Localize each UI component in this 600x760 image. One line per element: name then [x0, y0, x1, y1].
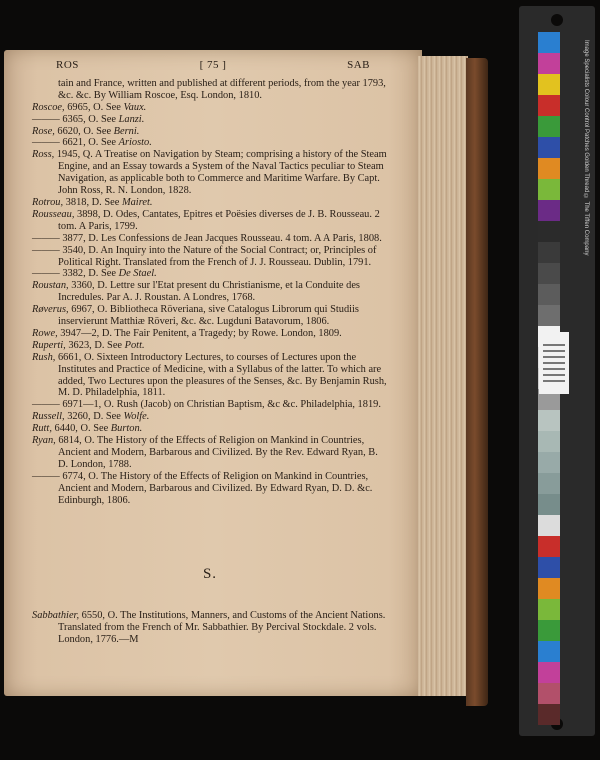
color-swatch [538, 578, 560, 599]
entry-author: ——— [32, 137, 60, 149]
catalogue-entry [32, 209, 388, 233]
color-swatch [538, 116, 560, 137]
header-right: SAB [347, 59, 370, 71]
entry-reference: Burton. [110, 423, 143, 435]
entry-text: tain and France, written and published at different periods, from the year 1793, &c. &c. By William Roscoe, Esq. London, 1810. [58, 77, 386, 101]
entry-text: 6774, O. The History of the Effects of Religion on Mankind in Countries, Ancient and Modern, Barbarous and Civilized. By Edward Ryan, D. D. &c. Edinburgh, 1806. [58, 470, 373, 506]
catalogue-entry [32, 137, 388, 149]
page-number: [ 75 ] [199, 59, 227, 71]
entry-author: Roustan, [32, 280, 69, 292]
entry-text: 6967, O. Bibliotheca Röveriana, sive Catalogus Librorum qui Studiis inservierunt Matthiæ Röveri, &c. &c. Lugduni Batavorum, 1806. [58, 304, 359, 328]
color-swatch [538, 641, 560, 662]
entry-text: 3260, D. See [64, 411, 124, 423]
entry-text: 3898, D. Odes, Cantates, Epitres et Poësies diverses de J. B. Rousseau. 2 tom. A Paris, 1799. [58, 208, 380, 232]
catalogue-entry [32, 423, 388, 435]
entry-text: 6965, O. See [64, 101, 124, 113]
catalogue-entry [32, 268, 388, 280]
color-swatch [538, 599, 560, 620]
entry-text: 3382, D. See [59, 268, 119, 280]
color-swatch [538, 536, 560, 557]
catalogue-entry [32, 471, 388, 507]
color-swatch [538, 557, 560, 578]
entry-author: Roscoe, [32, 101, 65, 113]
entry-author: Røverus, [32, 304, 69, 316]
entry-text: 6440, O. See [51, 423, 111, 435]
entry-author: Rutt, [32, 423, 52, 435]
entry-author: Russell, [32, 411, 65, 423]
page-text [32, 60, 388, 646]
catalogue-entry [32, 399, 388, 411]
color-swatch [538, 662, 560, 683]
entry-reference: De Stael. [118, 268, 157, 280]
catalogue-entries [32, 78, 388, 507]
catalogue-entry [32, 435, 388, 471]
color-swatch [538, 683, 560, 704]
entry-author: ——— [32, 232, 60, 244]
color-swatch [538, 620, 560, 641]
color-swatch [538, 494, 560, 515]
entry-text: 6661, O. Sixteen Introductory Lectures, to courses of Lectures upon the Institutes and Practice of Medicine, with a Syllabus of the latter. To which are added, Two Lectures upon the pleasures of the Senses, &c. By Benjamin Rush, M. D. Philadelphia, 1811. [55, 351, 387, 399]
entry-reference: Ariosto. [118, 137, 152, 149]
entry-author: Rotrou, [32, 196, 64, 208]
card-hole [551, 14, 563, 26]
entry-author: ——— [32, 113, 60, 125]
color-swatch [538, 32, 560, 53]
color-swatch [538, 704, 560, 725]
book-cover [466, 58, 488, 706]
entry-text: 3360, D. Lettre sur l'Etat present du Christianisme, et la Conduite des Incredules. Par A. J. Roustan. A Londres, 1768. [58, 280, 360, 304]
color-swatch [538, 221, 560, 242]
entry-text: 3623, D. See [65, 339, 125, 351]
color-swatch [538, 137, 560, 158]
entry-author: ——— [32, 244, 60, 256]
catalogue-entry [32, 102, 388, 114]
color-swatch [538, 473, 560, 494]
entry-author: Ryan, [32, 435, 56, 447]
entry-text: 3877, D. Les Confessions de Jean Jacques Rousseau. 4 tom. A A Paris, 1808. [59, 232, 382, 244]
entry-author: Ruperti, [32, 339, 66, 351]
entry-author: Rowe, [32, 327, 58, 339]
entry-author: ——— [32, 399, 60, 411]
entry-text: 6971—1, O. Rush (Jacob) on Christian Baptism, &c &c. Philadelphia, 1819. [59, 399, 381, 411]
color-swatch [538, 263, 560, 284]
running-header [32, 60, 388, 72]
catalogue-entry [32, 233, 388, 245]
color-swatch [538, 515, 560, 536]
entry-text: 6814, O. The History of the Effects of Religion on Mankind in Countries, Ancient and Modern, Barbarous and Civilized. By the Rev. Edward Ryan, B. D. London, 1788. [55, 435, 378, 470]
catalogue-entry [32, 149, 388, 197]
entry-text: 6365, O. See [59, 113, 119, 125]
catalogue-entry [32, 328, 388, 340]
catalogue-entry [32, 114, 388, 126]
catalogue-entry [32, 126, 388, 138]
color-swatch [538, 74, 560, 95]
entry-author: Rousseau, [32, 208, 75, 220]
color-swatch [538, 431, 560, 452]
entry-reference: Lanzi. [118, 113, 145, 125]
catalogue-entry [32, 304, 388, 328]
catalogue-entry [32, 280, 388, 304]
header-left: ROS [56, 59, 79, 71]
color-swatch [538, 452, 560, 473]
entry-author: Rose, [32, 125, 55, 137]
catalogue-entry [32, 352, 388, 400]
page-edges [418, 56, 468, 696]
catalogue-entry [32, 78, 388, 102]
entry-text: 3947—2, D. The Fair Penitent, a Tragedy; by Rowe. London, 1809. [57, 327, 342, 339]
catalogue-entry [32, 245, 388, 269]
entry-author: ——— [32, 268, 60, 280]
card-printed-text: Image Specialists Colour Control Patches Golden Thread © The Tiffen Company [583, 40, 589, 256]
entry-text: 6550, O. The Institutions, Manners, and Customs of the Ancient Nations. Translated from the French of Mr. Sabbathier. By Percival Stockdale. 2 vols. London, 1776.—M [58, 610, 386, 646]
scale-label [539, 332, 569, 394]
color-swatch [538, 242, 560, 263]
section-heading: S. [202, 565, 218, 582]
entry-reference: Berni. [113, 125, 140, 137]
entry-text: 1945, Q. A Treatise on Navigation by Steam; comprising a history of the Steam Engine, and an Essay towards a System of the Naval Tactics peculiar to Steam Navigation, as applicable both to Commerce and Maritime Warfare. By Capt. John Ross, R. N. London, 1828. [54, 149, 387, 197]
color-swatch [538, 53, 560, 74]
catalogue-entry [32, 411, 388, 423]
color-swatch [538, 179, 560, 200]
entry-reference: Pott. [124, 339, 145, 351]
color-swatch [538, 284, 560, 305]
entry-author: ——— [32, 470, 60, 482]
entry-reference: Wolfe. [123, 411, 150, 423]
entry-text: 3818, D. See [63, 196, 122, 208]
color-swatch [538, 200, 560, 221]
color-swatch [538, 158, 560, 179]
catalogue-entry [32, 340, 388, 352]
color-swatch [538, 305, 560, 326]
color-swatch [538, 410, 560, 431]
entry-author: Rush, [32, 351, 56, 363]
entry-text: 6620, O. See [54, 125, 114, 137]
entry-reference: Mairet. [121, 196, 153, 208]
entry-reference: Vaux. [123, 101, 147, 113]
color-swatch [538, 95, 560, 116]
entry-text: 6621, O. See [59, 137, 119, 149]
entry-author: Sabbathier, [32, 610, 80, 622]
entry-author: Ross, [32, 149, 55, 161]
catalogue-entry [32, 610, 388, 646]
entry-text: 3540, D. An Inquiry into the Nature of the Social Contract; or, Principles of Political Right. Translated from the French of J. J. Rousseau. Dublin, 1791. [58, 244, 377, 268]
catalogue-entry [32, 197, 388, 209]
